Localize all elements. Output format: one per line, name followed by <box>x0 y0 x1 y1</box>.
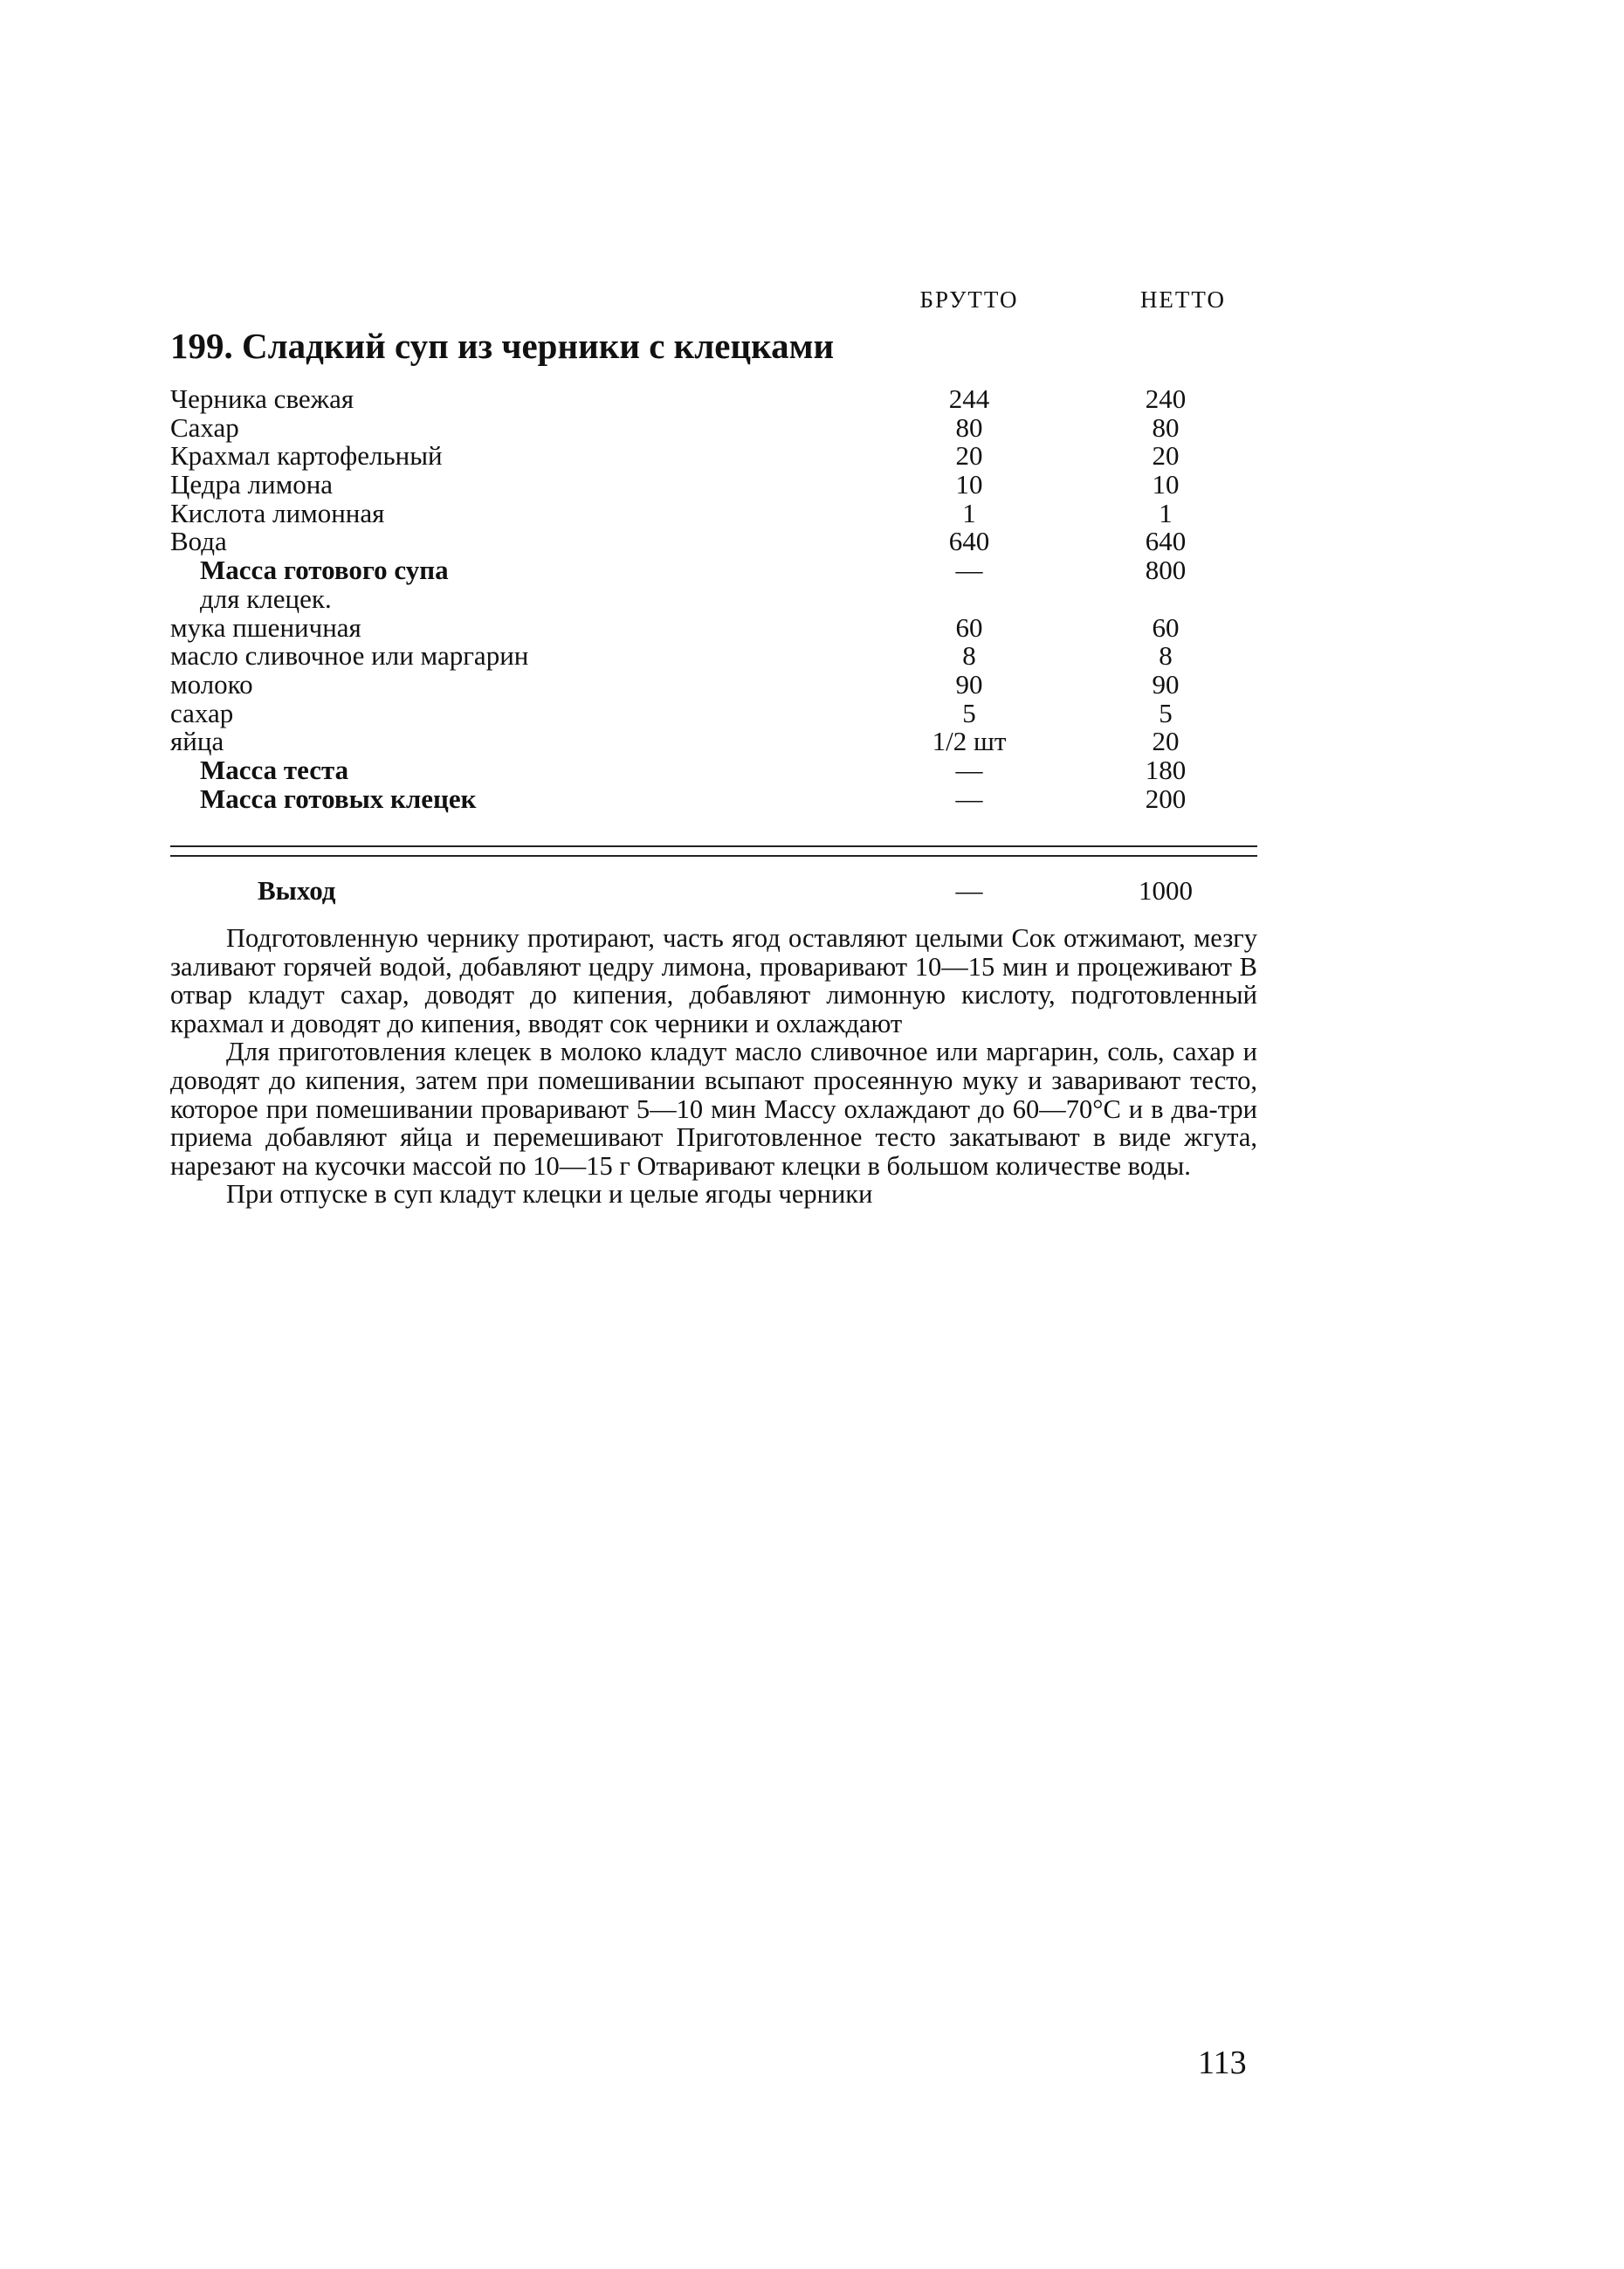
yield-netto-value: 1000 <box>1139 875 1193 906</box>
brutto-value: — <box>955 754 983 785</box>
netto-value: 5 <box>1159 697 1173 728</box>
table-row <box>170 611 1262 643</box>
table-row <box>170 697 1262 728</box>
netto-value: 180 <box>1145 754 1187 785</box>
column-header-netto: НЕТТО <box>1139 286 1227 313</box>
instruction-paragraph: При отпуске в суп кладут клецки и целые ягоды черники <box>226 1179 873 1210</box>
table-divider <box>170 845 1257 847</box>
table-row-section-heading <box>170 585 1262 614</box>
table-row <box>170 442 1262 471</box>
table-row-subtotal <box>170 556 1262 585</box>
netto-value: 10 <box>1152 469 1180 500</box>
netto-value: 90 <box>1152 668 1180 700</box>
netto-value: 640 <box>1145 526 1187 557</box>
netto-value: 800 <box>1145 555 1187 586</box>
brutto-value: 80 <box>955 411 983 443</box>
ingredient-name: Цедра лимона <box>170 469 334 500</box>
netto-value: 80 <box>1152 411 1180 443</box>
yield-label: Выход <box>258 875 336 906</box>
ingredient-name: масло сливочное или маргарин <box>170 640 529 672</box>
table-row <box>170 728 1262 756</box>
table-row <box>170 497 1262 528</box>
table-row <box>170 471 1262 500</box>
recipe-title: 199. Сладкий суп из черники с клецками <box>170 326 835 366</box>
brutto-value: 10 <box>955 469 983 500</box>
ingredient-name: яйца <box>170 726 224 757</box>
brutto-value: 5 <box>962 697 976 728</box>
brutto-value: 8 <box>962 640 976 672</box>
brutto-value: 244 <box>948 383 990 414</box>
brutto-value: 60 <box>955 611 983 643</box>
instruction-paragraph: Для приготовления клецек в молоко кладут масло сливочное или маргарин, соль, сахар и доводят до кипения, затем при помешивании всыпают просеянную муку и заваривают тесто, которое при помешивании проваривают 5—10 мин Массу охлаждают до 60—70°С и в два-три приема добавляют яйца и перемешивают Приготовленное тесто закатывают в виде жгута, нарезают на кусочки массой по 10—15 г Отваривают клецки в большом количестве воды. <box>170 1037 1257 1181</box>
table-row-subtotal <box>170 756 1262 785</box>
netto-value: 8 <box>1159 640 1173 672</box>
column-header-brutto: БРУТТО <box>919 286 1019 313</box>
ingredient-name: молоко <box>170 668 253 700</box>
ingredients-table <box>170 385 1262 813</box>
netto-value: 240 <box>1145 383 1187 414</box>
table-row-subtotal <box>170 785 1262 814</box>
ingredient-name: сахар <box>170 697 234 728</box>
table-divider <box>170 855 1257 857</box>
table-row <box>170 528 1262 556</box>
ingredient-name: Черника свежая <box>170 383 354 414</box>
subtotal-name: Масса теста <box>200 754 349 785</box>
brutto-value: 640 <box>948 526 990 557</box>
yield-row <box>170 873 1262 908</box>
netto-value: 200 <box>1145 783 1187 814</box>
netto-value: 20 <box>1152 726 1180 757</box>
yield-brutto-value: — <box>955 875 983 906</box>
brutto-value: 1 <box>962 497 976 528</box>
ingredient-name: Вода <box>170 526 227 557</box>
brutto-value: 90 <box>955 668 983 700</box>
subtotal-name: Масса готовых клецек <box>200 783 477 814</box>
instruction-paragraph: Подготовленную чернику протирают, часть ягод оставляют целыми Сок отжимают, мезгу заливают горячей водой, добавляют цедру лимона, проваривают 10—15 мин и процеживают В отвар кладут сахар, доводят до кипения, добавляют лимонную кислоту, подготовленный крахмал и доводят до кипения, вводят сок черники и охлаждают <box>170 923 1257 1038</box>
table-row <box>170 385 1262 414</box>
table-row <box>170 642 1262 671</box>
ingredient-name: Сахар <box>170 411 239 443</box>
brutto-value: — <box>955 783 983 814</box>
brutto-value: 20 <box>955 440 983 472</box>
recipe-instructions <box>170 924 1257 1209</box>
page-number: 113 <box>1198 2045 1247 2081</box>
ingredient-name: Крахмал картофельный <box>170 440 443 472</box>
netto-value: 1 <box>1159 497 1173 528</box>
brutto-value: 1/2 шт <box>932 726 1007 757</box>
netto-value: 60 <box>1152 611 1180 643</box>
table-row <box>170 411 1262 443</box>
ingredient-name: мука пшеничная <box>170 611 361 643</box>
netto-value: 20 <box>1152 440 1180 472</box>
section-heading: для клецек. <box>200 583 332 614</box>
ingredient-name: Кислота лимонная <box>170 497 385 528</box>
subtotal-name: Масса готового супа <box>200 555 449 586</box>
brutto-value: — <box>955 555 983 586</box>
table-row <box>170 668 1262 700</box>
